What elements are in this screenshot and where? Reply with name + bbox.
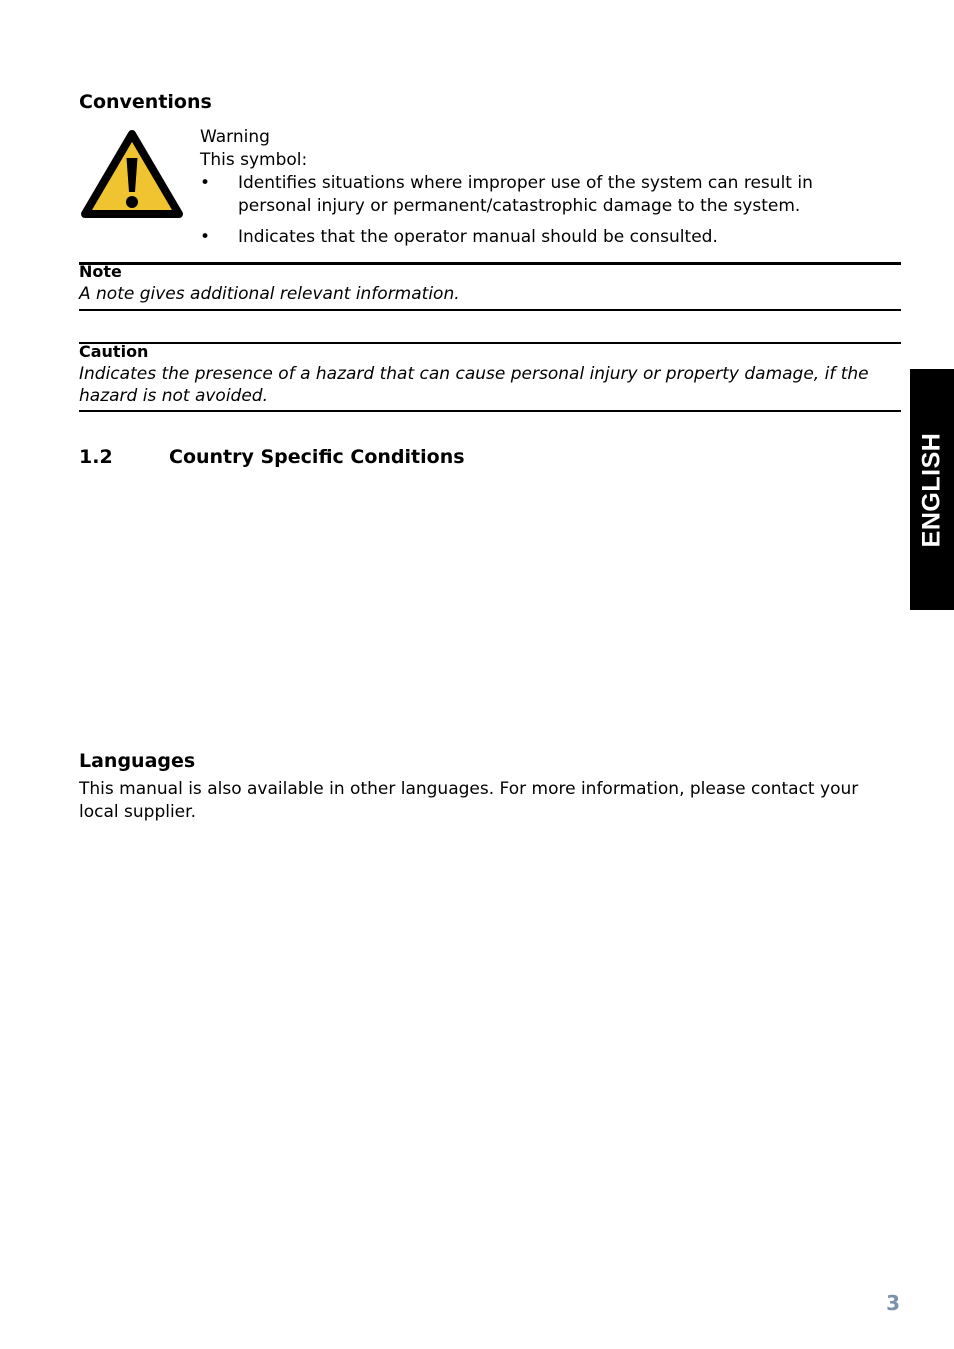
note-title: Note xyxy=(79,262,122,281)
warning-intro: This symbol: xyxy=(200,150,308,170)
language-side-tab xyxy=(910,369,954,610)
caution-title: Caution xyxy=(79,342,149,361)
bullet-text: Identifies situations where improper use of the system can result in personal injury or permanent/catastrophic damage to the system. xyxy=(238,173,813,216)
language-tab-label: ENGLISH xyxy=(917,432,946,547)
languages-text: This manual is also available in other languages. For more information, please contact your local supplier. xyxy=(79,779,859,822)
bullet-glyph: • xyxy=(200,227,211,247)
caution-top-rule xyxy=(79,342,901,344)
caution-bottom-rule xyxy=(79,410,901,412)
warning-bullet-list xyxy=(200,172,880,249)
caution-text: Indicates the presence of a hazard that can cause personal injury or property damage, if the hazard is not avoided. xyxy=(79,364,869,406)
note-top-rule xyxy=(79,262,901,265)
bullet-text: Indicates that the operator manual should be consulted. xyxy=(238,227,718,247)
note-bottom-rule xyxy=(79,309,901,311)
languages-heading: Languages xyxy=(79,750,196,772)
warning-triangle-icon xyxy=(80,128,184,220)
warning-description xyxy=(200,126,880,249)
conventions-heading: Conventions xyxy=(79,91,212,113)
section-number: 1.2 xyxy=(79,446,113,468)
note-text: A note gives additional relevant information. xyxy=(79,284,460,304)
section-title: Country Specific Conditions xyxy=(169,446,465,468)
warning-title: Warning xyxy=(200,127,270,147)
page-number: 3 xyxy=(886,1291,900,1315)
list-item xyxy=(200,172,880,218)
list-item xyxy=(200,226,880,249)
bullet-glyph: • xyxy=(200,173,211,193)
